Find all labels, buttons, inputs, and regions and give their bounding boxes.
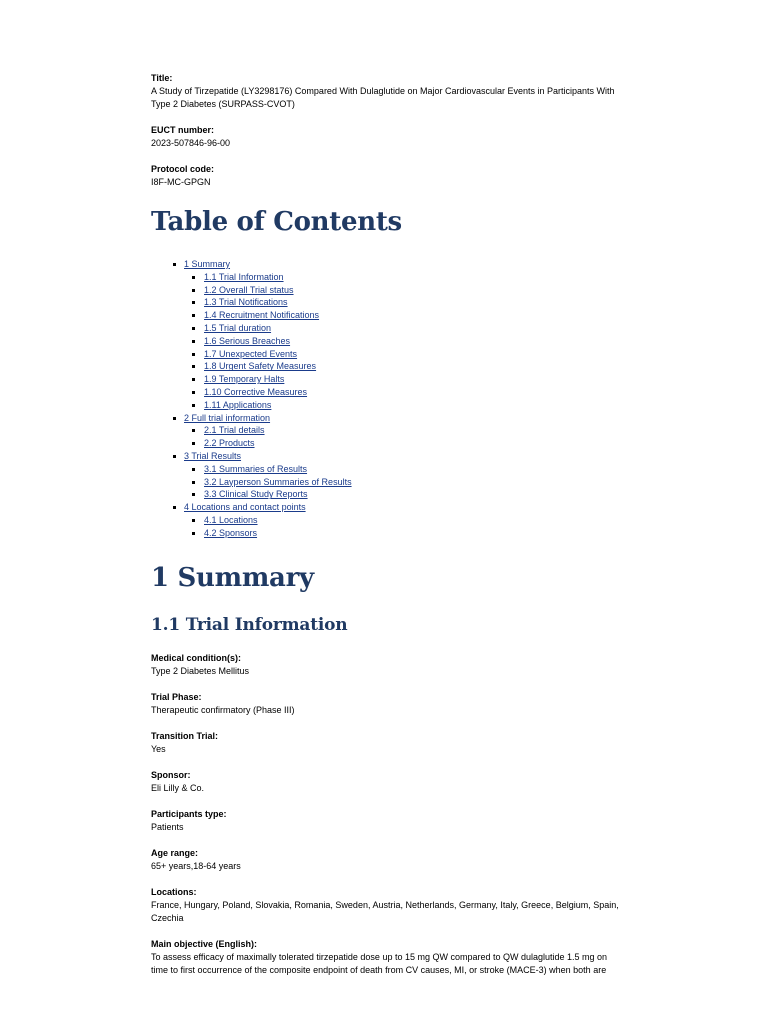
toc-subsection <box>184 322 621 335</box>
toc-link[interactable]: 1.9 Temporary Halts <box>204 374 285 385</box>
toc-link[interactable]: 1.2 Overall Trial status <box>204 284 294 295</box>
toc-link[interactable]: 1.5 Trial duration <box>204 322 272 333</box>
summary-heading: 1 Summary <box>151 562 314 593</box>
toc-subsection <box>184 488 621 501</box>
toc-sublist <box>184 424 621 450</box>
summary-field <box>151 769 621 795</box>
toc-heading: Table of Contents <box>151 207 402 237</box>
protocol-value: I8F-MC-GPGN <box>151 177 211 187</box>
toc-subsection <box>184 527 621 540</box>
toc-subsection <box>184 373 621 386</box>
toc-subsection <box>184 399 621 412</box>
toc-section <box>151 258 621 412</box>
toc-subsection <box>184 386 621 399</box>
toc-link[interactable]: 1.6 Serious Breaches <box>204 335 291 346</box>
toc-subsection <box>184 514 621 527</box>
toc-sublist <box>184 514 621 540</box>
toc-link[interactable]: 1.10 Corrective Measures <box>204 386 308 397</box>
field-label: Transition Trial: <box>151 730 219 741</box>
summary-field <box>151 730 621 756</box>
summary-field <box>151 691 621 717</box>
field-label: Participants type: <box>151 808 227 819</box>
toc-subsection <box>184 437 621 450</box>
toc-section <box>151 450 621 501</box>
toc-link[interactable]: 3.1 Summaries of Results <box>204 463 308 474</box>
field-value: Yes <box>151 743 166 754</box>
toc-subsection <box>184 271 621 284</box>
toc-link[interactable]: 1.1 Trial Information <box>204 271 284 282</box>
summary-field <box>151 938 621 977</box>
toc-subsection <box>184 296 621 309</box>
toc-subsection <box>184 360 621 373</box>
field-value: Type 2 Diabetes Mellitus <box>151 665 250 676</box>
field-label: Main objective (English): <box>151 938 258 949</box>
field-label: Age range: <box>151 847 199 858</box>
protocol-field <box>151 163 621 189</box>
field-value: Eli Lilly & Co. <box>151 782 205 793</box>
field-value: France, Hungary, Poland, Slovakia, Romania, Sweden, Austria, Netherlands, Germany, Italy, Greece, Belgium, Spain, Czechia <box>151 899 619 923</box>
field-label: Sponsor: <box>151 769 191 780</box>
toc-link[interactable]: 2 Full trial information <box>184 412 271 423</box>
trial-information-fields <box>151 652 621 977</box>
toc-subsection <box>184 348 621 361</box>
toc-link[interactable]: 4.1 Locations <box>204 514 258 525</box>
toc-link[interactable]: 3.2 Layperson Summaries of Results <box>204 476 352 487</box>
toc-link[interactable]: 1.3 Trial Notifications <box>204 297 288 308</box>
euct-field <box>151 124 621 150</box>
toc-subsection <box>184 424 621 437</box>
toc-section <box>151 412 621 450</box>
field-value: Therapeutic confirmatory (Phase III) <box>151 704 295 715</box>
field-label: Trial Phase: <box>151 691 202 702</box>
toc-link[interactable]: 2.2 Products <box>204 438 255 449</box>
title-field <box>151 72 621 111</box>
summary-field <box>151 886 621 925</box>
toc-subsection <box>184 476 621 489</box>
toc-link[interactable]: 3 Trial Results <box>184 450 242 461</box>
title-value: A Study of Tirzepatide (LY3298176) Compared With Dulaglutide on Major Cardiovascular Events in Participants With Type 2 Diabetes (SURPASS-CVOT) <box>151 86 615 109</box>
euct-label: EUCT number: <box>151 125 214 135</box>
summary-field <box>151 652 621 678</box>
field-label: Medical condition(s): <box>151 652 241 663</box>
toc-subsection <box>184 335 621 348</box>
toc-link[interactable]: 1 Summary <box>184 259 231 269</box>
toc-subsection <box>184 284 621 297</box>
toc-subsection <box>184 309 621 322</box>
toc-sublist <box>184 463 621 501</box>
toc-link[interactable]: 4.2 Sponsors <box>204 527 258 538</box>
field-value: Patients <box>151 821 184 832</box>
field-label: Locations: <box>151 886 197 897</box>
toc-link[interactable]: 3.3 Clinical Study Reports <box>204 489 308 500</box>
toc-section <box>151 501 621 539</box>
field-value: To assess efficacy of maximally tolerated tirzepatide dose up to 15 mg QW compared to QW dulaglutide 1.5 mg on time to first occurrence of the composite endpoint of death from CV causes, MI, or stroke (MACE-3) when both are <box>151 951 608 975</box>
toc-link[interactable]: 1.4 Recruitment Notifications <box>204 310 320 321</box>
summary-field <box>151 808 621 834</box>
euct-value: 2023-507846-96-00 <box>151 138 231 148</box>
summary-field <box>151 847 621 873</box>
document-content <box>151 72 621 990</box>
toc-subsection <box>184 463 621 476</box>
protocol-label: Protocol code: <box>151 164 215 174</box>
table-of-contents <box>151 258 621 540</box>
toc-link[interactable]: 1.7 Unexpected Events <box>204 348 298 359</box>
toc-link[interactable]: 4 Locations and contact points <box>184 502 306 513</box>
toc-sublist <box>184 271 621 412</box>
toc-link[interactable]: 1.11 Applications <box>204 399 272 410</box>
trial-information-heading: 1.1 Trial Information <box>151 614 348 635</box>
field-value: 65+ years,18-64 years <box>151 860 241 871</box>
title-label: Title: <box>151 73 173 83</box>
toc-link[interactable]: 2.1 Trial details <box>204 425 265 436</box>
toc-link[interactable]: 1.8 Urgent Safety Measures <box>204 361 317 372</box>
